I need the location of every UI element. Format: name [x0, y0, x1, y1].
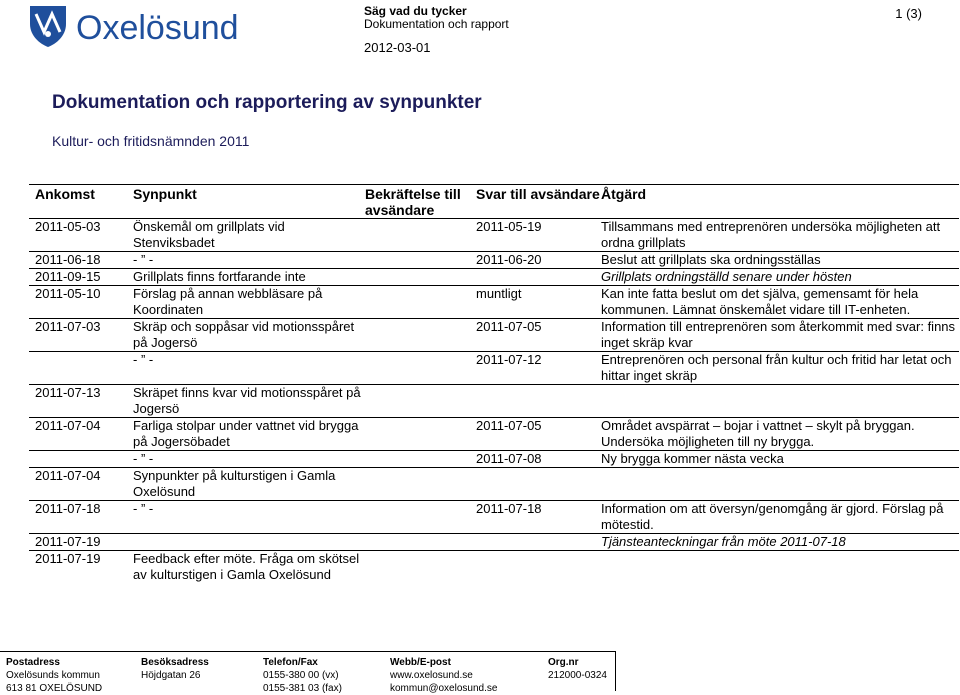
- cell-atgard: Information om att översyn/genomgång är gjord. Förslag på mötestid.: [601, 501, 959, 534]
- cell-synpunkt: Önskemål om grillplats vid Stenviksbadet: [133, 219, 365, 252]
- footer-org-line1: 212000-0324: [548, 670, 607, 681]
- table-row: [29, 385, 959, 418]
- cell-synpunkt: Grillplats finns fortfarande inte: [133, 269, 365, 286]
- cell-synpunkt: - ” -: [133, 501, 365, 534]
- cell-atgard: [601, 468, 959, 501]
- cell-synpunkt: Skräpet finns kvar vid motionsspåret på Jogersö: [133, 385, 365, 418]
- cell-atgard: Beslut att grillplats ska ordningsställas: [601, 252, 959, 269]
- cell-svar: [476, 468, 601, 501]
- cell-atgard: [601, 385, 959, 418]
- header-atgard: Åtgärd: [601, 186, 647, 202]
- cell-bekraftelse: [365, 534, 476, 551]
- table-row: [29, 451, 959, 468]
- table-row: [29, 269, 959, 286]
- footer-besoksadress-line1: Höjdgatan 26: [141, 670, 201, 681]
- cell-bekraftelse: [365, 551, 476, 584]
- cell-synpunkt: Synpunkter på kulturstigen i Gamla Oxelösund: [133, 468, 365, 501]
- header-ankomst: Ankomst: [35, 186, 95, 202]
- cell-ankomst: 2011-07-04: [29, 468, 133, 501]
- table-row: [29, 219, 959, 252]
- cell-ankomst: 2011-07-03: [29, 319, 133, 352]
- header-synpunkt: Synpunkt: [133, 186, 197, 202]
- cell-svar: [476, 534, 601, 551]
- cell-ankomst: 2011-06-18: [29, 252, 133, 269]
- footer-vertical-rule: [615, 651, 616, 691]
- footer-webb: [390, 656, 497, 695]
- footer-besoksadress-label: Besöksadress: [141, 657, 209, 668]
- cell-bekraftelse: [365, 468, 476, 501]
- cell-atgard: Grillplats ordningställd senare under hösten: [601, 269, 959, 286]
- cell-bekraftelse: [365, 501, 476, 534]
- header-svar: Svar till avsändare: [476, 186, 600, 202]
- cell-synpunkt: - ” -: [133, 352, 365, 385]
- cell-ankomst: 2011-09-15: [29, 269, 133, 286]
- table-header-row: [29, 186, 959, 219]
- municipality-logo: [28, 4, 268, 48]
- footer-rule: [0, 651, 615, 652]
- cell-bekraftelse: [365, 385, 476, 418]
- header-title: Säg vad du tycker: [364, 4, 467, 18]
- footer-telefon-line1: 0155-380 00 (vx): [263, 670, 339, 681]
- cell-svar: muntligt: [476, 286, 601, 319]
- cell-ankomst: 2011-07-19: [29, 534, 133, 551]
- table-row: [29, 352, 959, 385]
- page-number: 1 (3): [895, 6, 922, 21]
- cell-ankomst: [29, 352, 133, 385]
- cell-bekraftelse: [365, 269, 476, 286]
- document-date: 2012-03-01: [364, 40, 431, 55]
- cell-svar: 2011-06-20: [476, 252, 601, 269]
- table-row: [29, 468, 959, 501]
- table-top-rule: [29, 184, 959, 185]
- cell-synpunkt: - ” -: [133, 252, 365, 269]
- cell-synpunkt: Skräp och soppåsar vid motionsspåret på Jogersö: [133, 319, 365, 352]
- table-row: [29, 501, 959, 534]
- feedback-table: [29, 186, 959, 583]
- cell-bekraftelse: [365, 252, 476, 269]
- cell-synpunkt: Förslag på annan webbläsare på Koordinaten: [133, 286, 365, 319]
- cell-atgard: [601, 551, 959, 584]
- cell-ankomst: 2011-07-19: [29, 551, 133, 584]
- cell-atgard: Information till entreprenören som återkommit med svar: finns inget skräp kvar: [601, 319, 959, 352]
- cell-bekraftelse: [365, 418, 476, 451]
- footer-telefon-line2: 0155-381 03 (fax): [263, 683, 342, 694]
- table-row: [29, 418, 959, 451]
- footer-telefon: [263, 656, 342, 695]
- cell-bekraftelse: [365, 286, 476, 319]
- footer-webb-line2: kommun@oxelosund.se: [390, 683, 498, 694]
- cell-ankomst: 2011-07-13: [29, 385, 133, 418]
- header-subtitle: Dokumentation och rapport: [364, 17, 509, 31]
- footer-org-label: Org.nr: [548, 657, 579, 668]
- cell-ankomst: 2011-05-03: [29, 219, 133, 252]
- footer-besoksadress: [141, 656, 209, 682]
- footer-webb-label: Webb/E-post: [390, 657, 451, 668]
- cell-svar: [476, 385, 601, 418]
- footer-postadress: [6, 656, 102, 695]
- cell-svar: [476, 551, 601, 584]
- table-row: [29, 319, 959, 352]
- page-title: Dokumentation och rapportering av synpunkter: [52, 92, 482, 113]
- logo-wordmark: Oxelösund: [76, 9, 239, 47]
- footer-postadress-line1: Oxelösunds kommun: [6, 670, 100, 681]
- footer-webb-line1: www.oxelosund.se: [390, 670, 473, 681]
- cell-svar: [476, 269, 601, 286]
- cell-svar: 2011-07-18: [476, 501, 601, 534]
- cell-svar: 2011-07-05: [476, 418, 601, 451]
- cell-synpunkt: - ” -: [133, 451, 365, 468]
- cell-bekraftelse: [365, 451, 476, 468]
- cell-ankomst: 2011-07-04: [29, 418, 133, 451]
- cell-ankomst: [29, 451, 133, 468]
- cell-atgard: Tjänsteanteckningar från möte 2011-07-18: [601, 534, 959, 551]
- footer-postadress-label: Postadress: [6, 657, 60, 668]
- footer-postadress-line2: 613 81 OXELÖSUND: [6, 683, 103, 694]
- cell-atgard: Entreprenören och personal från kultur och fritid har letat och hittar inget skräp: [601, 352, 959, 385]
- cell-ankomst: 2011-07-18: [29, 501, 133, 534]
- header-bekraftelse: Bekräftelse till avsändare: [365, 186, 461, 218]
- cell-synpunkt: Farliga stolpar under vattnet vid brygga på Jogersöbadet: [133, 418, 365, 451]
- cell-atgard: Ny brygga kommer nästa vecka: [601, 451, 959, 468]
- cell-bekraftelse: [365, 319, 476, 352]
- footer-org: [548, 656, 607, 682]
- cell-svar: 2011-05-19: [476, 219, 601, 252]
- cell-svar: 2011-07-12: [476, 352, 601, 385]
- cell-ankomst: 2011-05-10: [29, 286, 133, 319]
- cell-atgard: Tillsammans med entreprenören undersöka möjligheten att ordna grillplats: [601, 219, 959, 252]
- page-subtitle: Kultur- och fritidsnämnden 2011: [52, 133, 250, 149]
- cell-atgard: Området avspärrat – bojar i vattnet – skylt på bryggan. Undersöka möjligheten till ny brygga.: [601, 418, 959, 451]
- cell-bekraftelse: [365, 219, 476, 252]
- cell-synpunkt: [133, 534, 365, 551]
- table-row: [29, 252, 959, 269]
- cell-bekraftelse: [365, 352, 476, 385]
- oxelosund-shield-icon: [28, 4, 268, 48]
- table-row: [29, 551, 959, 584]
- cell-atgard: Kan inte fatta beslut om det själva, gemensamt för hela kommunen. Lämnat önskemålet vidare till IT-enheten.: [601, 286, 959, 319]
- table-row: [29, 534, 959, 551]
- cell-svar: 2011-07-05: [476, 319, 601, 352]
- cell-svar: 2011-07-08: [476, 451, 601, 468]
- cell-synpunkt: Feedback efter möte. Fråga om skötsel av kulturstigen i Gamla Oxelösund: [133, 551, 365, 584]
- table-row: [29, 286, 959, 319]
- footer-telefon-label: Telefon/Fax: [263, 657, 318, 668]
